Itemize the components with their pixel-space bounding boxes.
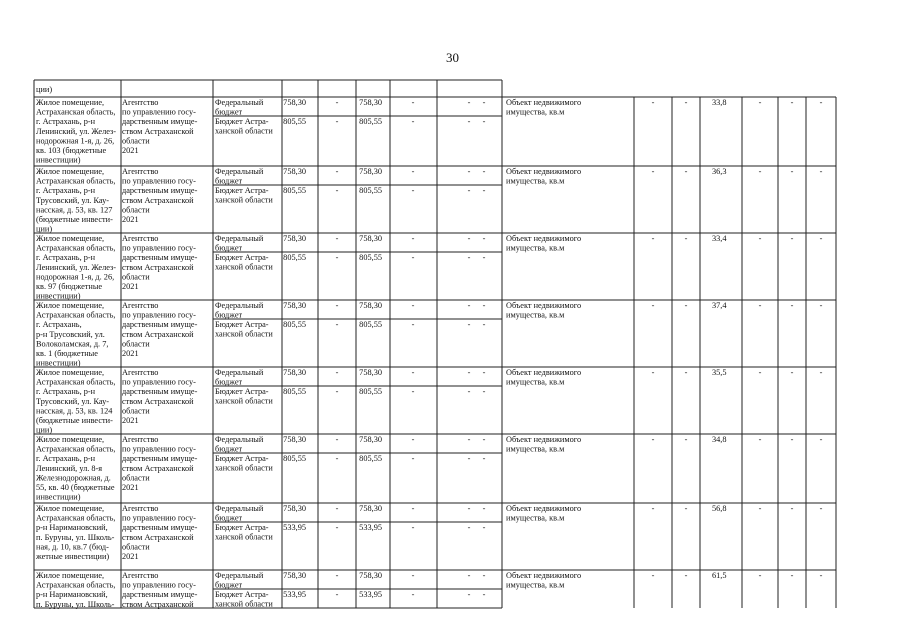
cell-object-name: Жилое помещение, [36,301,105,310]
cell-funding-source: бюджет [215,107,243,117]
cell-object-name: Трусовский, ул. Кау- [36,396,110,406]
cell-object-name: насская, д. 53, кв. 127 [36,205,113,215]
cell-funding-source: бюджет [215,377,243,387]
cell-object-name: инвестиции) [36,291,81,301]
cell-agency: дарственным имуще- [122,523,198,533]
cell-agency: ством Астраханской [122,195,194,205]
cell-object-name: 55, кв. 40 (бюджетные [36,483,115,492]
cell-dash: - [467,523,471,532]
cell-funding-source: Бюджет Астра- [215,387,269,396]
cell-amount-repeat: 805,55 [359,454,382,463]
cell-agency: ством Астраханской [122,126,194,136]
cell-area-value: 37,4 [712,301,727,310]
cell-agency: ством Астраханской [122,463,194,473]
cell-result-indicator: имущества, кв.м [506,310,565,320]
cell-agency: Агентство [122,435,159,444]
cell-agency: по управлению госу- [122,243,196,253]
cell-dash: - [335,454,339,463]
cell-dash: - [482,435,486,444]
cell-funding-source: бюджет [215,243,243,253]
cell-dash: - [335,320,339,329]
cell-agency: Агентство [122,98,159,107]
cell-amount-repeat: 758,30 [359,368,382,377]
cell-dash: - [467,435,471,444]
cell-agency: дарственным имуще- [122,590,198,600]
cell-funding-source: бюджет [215,580,243,590]
cell-object-name: г. Астрахань, р-н [36,117,96,127]
cell-dash: - [684,167,688,176]
cell-dash: - [411,368,415,377]
cell-result-indicator: Объект недвижимого [506,301,582,310]
cell-dash: - [758,571,762,580]
cell-dash: - [482,368,486,377]
cell-agency: области [122,542,150,552]
cell-amount-repeat: 758,30 [359,571,382,580]
cell-object-name: г. Астрахань, р-н [36,454,96,464]
cell-dash: - [482,571,486,580]
cell-result-indicator: Объект недвижимого [506,368,582,377]
cell-object-name: инвестиции) [36,492,81,502]
cell-area-value: 56,8 [712,504,727,513]
cell-agency: Агентство [122,234,159,243]
cell-area-value: 33,4 [712,234,727,243]
cell-dash: - [790,167,794,176]
cell-agency: по управлению госу- [122,377,196,387]
cell-dash: - [482,167,486,176]
cell-dash: - [482,454,486,463]
cell-dash: - [651,504,655,513]
cell-amount: 805,55 [283,387,306,396]
cell-funding-source: ханской области [215,532,273,542]
cell-dash: - [335,234,339,243]
cell-object-name: п. Буруны, ул. Школь- [36,599,115,609]
cell-object-name: Жилое помещение, [36,504,105,513]
cell-dash: - [790,368,794,377]
cell-dash: - [758,234,762,243]
cell-object-name: Трусовский, ул. Кау- [36,195,110,205]
cell-dash: - [411,571,415,580]
cell-dash: - [335,117,339,126]
cell-amount-repeat: 533,95 [359,523,382,532]
cell-dash: - [335,571,339,580]
cell-funding-source: Бюджет Астра- [215,523,269,532]
cell-funding-source: Бюджет Астра- [215,454,269,463]
cell-agency: 2021 [122,282,139,291]
cell-dash: - [335,504,339,513]
cell-agency: дарственным имуще- [122,387,198,397]
cell-area-value: 35,5 [712,368,727,377]
cell-object-name: Астраханская область, [36,444,116,454]
cell-amount-repeat: 805,55 [359,186,382,195]
cell-object-name: Жилое помещение, [36,368,105,377]
cell-dash: - [651,167,655,176]
cell-object-name: нодорожная 1-я, д. 26, [36,272,115,282]
cell-dash: - [411,301,415,310]
cell-result-indicator: имущества, кв.м [506,580,565,590]
cell-dash: - [790,504,794,513]
cell-funding-source: Федеральный [215,571,264,580]
page-number: 30 [446,50,459,65]
cell-funding-source: Федеральный [215,504,264,513]
cell-dash: - [758,504,762,513]
cell-dash: - [335,186,339,195]
cell-amount: 805,55 [283,454,306,463]
cell-agency: Агентство [122,167,159,176]
cell-amount: 805,55 [283,186,306,195]
cell-funding-source: бюджет [215,444,243,454]
cell-amount: 805,55 [283,320,306,329]
cell-object-name: Астраханская область, [36,107,116,117]
cell-amount-repeat: 805,55 [359,320,382,329]
cell-funding-source: ханской области [215,463,273,473]
cell-agency: Агентство [122,368,159,377]
cell-agency: дарственным имуще- [122,117,198,127]
cell-object-name: Ленинский, ул. Желез- [36,126,117,136]
cell-funding-source: Федеральный [215,301,264,310]
cell-dash: - [467,320,471,329]
cell-result-indicator: имущества, кв.м [506,377,565,387]
cell-dash: - [790,301,794,310]
cell-amount: 805,55 [283,117,306,126]
cell-object-name: жетные инвестиции) [36,552,110,561]
cell-result-indicator: имущества, кв.м [506,107,565,117]
cell-object-name: инвестиции) [36,155,81,165]
cell-agency: по управлению госу- [122,176,196,186]
cell-dash: - [411,98,415,107]
cell-dash: - [482,234,486,243]
cell-agency: ством Астраханской [122,396,194,406]
cell-dash: - [819,167,823,176]
cell-object-name: Волоколамская, д. 7, [36,339,109,349]
cell-dash: - [411,454,415,463]
cell-dash: - [819,571,823,580]
cell-dash: - [335,435,339,444]
cell-dash: - [684,98,688,107]
cell-agency: ством Астраханской [122,532,194,542]
cell-funding-source: ханской области [215,329,273,339]
cell-dash: - [819,98,823,107]
cell-result-indicator: Объект недвижимого [506,234,582,243]
cell-object-name: п. Буруны, ул. Школь- [36,532,115,542]
cell-dash: - [411,504,415,513]
cell-result-indicator: Объект недвижимого [506,167,582,176]
cell-object-name: насская, д. 53, кв. 124 [36,406,113,416]
cell-object-name: (бюджетные инвести- [36,215,113,224]
cell-agency: 2021 [122,483,139,492]
cell-funding-source: Бюджет Астра- [215,186,269,195]
cell-object-name: Жилое помещение, [36,234,105,243]
cell-dash: - [684,504,688,513]
cell-result-indicator: имущества, кв.м [506,243,565,253]
cell-agency: по управлению госу- [122,580,196,590]
cell-dash: - [684,234,688,243]
cell-dash: - [482,523,486,532]
cell-agency: области [122,339,150,349]
cell-dash: - [467,117,471,126]
cell-amount: 533,95 [283,590,306,599]
cell-agency: области [122,205,150,215]
cell-amount-repeat: 758,30 [359,301,382,310]
cell-dash: - [467,186,471,195]
cell-dash: - [684,301,688,310]
cell-funding-source: Федеральный [215,167,264,176]
cell-funding-source: Федеральный [215,368,264,377]
cell-dash: - [819,301,823,310]
cell-object-name: г. Астрахань, р-н [36,186,96,196]
cell-dash: - [482,186,486,195]
cell-dash: - [335,368,339,377]
cell-funding-source: ханской области [215,262,273,272]
cell-dash: - [651,435,655,444]
cell-dash: - [819,435,823,444]
cell-object-name: кв. 103 (бюджетные [36,146,107,155]
cell-dash: - [651,98,655,107]
cell-dash: - [335,167,339,176]
cell-dash: - [467,571,471,580]
cell-object-name: Астраханская область, [36,513,116,523]
cell-object-name: ная, д. 10, кв.7 (бюд- [36,542,109,552]
cell-dash: - [467,234,471,243]
cell-agency: 2021 [122,349,139,358]
cell-dash: - [758,301,762,310]
cell-dash: - [467,368,471,377]
cell-funding-source: ханской области [215,396,273,406]
cell-dash: - [684,435,688,444]
cell-dash: - [482,98,486,107]
cell-dash: - [482,117,486,126]
cell-amount: 805,55 [283,253,306,262]
cell-dash: - [335,301,339,310]
cell-object-name: нодорожная 1-я, д. 26, [36,136,115,146]
cell-amount-repeat: 758,30 [359,435,382,444]
cell-dash: - [790,98,794,107]
cell-dash: - [651,301,655,310]
cell-result-indicator: имущества, кв.м [506,444,565,454]
cell-dash: - [411,186,415,195]
cell-object-name: ции) [36,425,53,435]
cell-object-name: р-н Наримановский, [36,590,108,600]
cell-amount: 758,30 [283,504,306,513]
cell-object-name: Жилое помещение, [36,571,105,580]
cell-dash: - [684,368,688,377]
cell-dash: - [335,523,339,532]
cell-dash: - [411,167,415,176]
cell-dash: - [651,571,655,580]
cell-amount-repeat: 758,30 [359,234,382,243]
cell-dash: - [411,117,415,126]
cell-object-name: Ленинский, ул. 8-я [36,463,103,473]
cell-dash: - [467,454,471,463]
cell-result-indicator: Объект недвижимого [506,571,582,580]
cell-dash: - [651,368,655,377]
cell-dash: - [335,253,339,262]
cell-object-name: Жилое помещение, [36,435,105,444]
cell-agency: дарственным имуще- [122,253,198,263]
cell-dash: - [467,167,471,176]
cell-dash: - [335,387,339,396]
header-fragment-text: ции) [36,85,53,94]
cell-dash: - [467,301,471,310]
cell-result-indicator: Объект недвижимого [506,504,582,513]
cell-dash: - [758,167,762,176]
cell-amount-repeat: 805,55 [359,117,382,126]
cell-dash: - [467,504,471,513]
cell-amount: 533,95 [283,523,306,532]
cell-amount: 758,30 [283,167,306,176]
cell-dash: - [482,590,486,599]
cell-result-indicator: имущества, кв.м [506,513,565,523]
cell-agency: по управлению госу- [122,444,196,454]
cell-dash: - [467,98,471,107]
cell-dash: - [411,523,415,532]
cell-agency: области [122,406,150,416]
cell-object-name: Ленинский, ул. Желез- [36,262,117,272]
cell-dash: - [482,387,486,396]
cell-dash: - [790,571,794,580]
cell-agency: дарственным имуще- [122,186,198,196]
cell-object-name: Астраханская область, [36,580,116,590]
cell-dash: - [467,590,471,599]
cell-dash: - [758,368,762,377]
cell-funding-source: Федеральный [215,234,264,243]
cell-amount-repeat: 533,95 [359,590,382,599]
cell-result-indicator: Объект недвижимого [506,98,582,107]
cell-amount: 758,30 [283,435,306,444]
cell-dash: - [819,368,823,377]
cell-area-value: 33,8 [712,98,727,107]
cell-funding-source: Федеральный [215,435,264,444]
cell-agency: дарственным имуще- [122,454,198,464]
cell-funding-source: ханской области [215,126,273,136]
cell-agency: 2021 [122,215,139,224]
cell-agency: по управлению госу- [122,513,196,523]
cell-funding-source: бюджет [215,513,243,523]
cell-agency: ством Астраханской [122,262,194,272]
cell-dash: - [482,504,486,513]
cell-agency: по управлению госу- [122,107,196,117]
cell-object-name: (бюджетные инвести- [36,416,113,425]
cell-amount-repeat: 805,55 [359,253,382,262]
cell-funding-source: бюджет [215,176,243,186]
cell-area-value: 34,8 [712,435,727,444]
cell-funding-source: бюджет [215,310,243,320]
cell-object-name: Астраханская область, [36,310,116,320]
cell-amount: 758,30 [283,98,306,107]
cell-object-name: Жилое помещение, [36,98,105,107]
cell-object-name: р-н Трусовский, ул. [36,329,105,339]
cell-dash: - [467,253,471,262]
cell-area-value: 61,5 [712,571,727,580]
cell-dash: - [411,387,415,396]
cell-agency: Агентство [122,571,159,580]
cell-amount: 758,30 [283,234,306,243]
cell-funding-source: Бюджет Астра- [215,590,269,599]
cell-dash: - [482,320,486,329]
cell-object-name: Астраханская область, [36,377,116,387]
cell-result-indicator: Объект недвижимого [506,435,582,444]
cell-agency: области [122,136,150,146]
cell-area-value: 36,3 [712,167,727,176]
cell-object-name: инвестиции) [36,358,81,368]
cell-funding-source: Федеральный [215,98,264,107]
cell-dash: - [819,504,823,513]
cell-dash: - [411,253,415,262]
cell-amount-repeat: 758,30 [359,504,382,513]
cell-amount: 758,30 [283,368,306,377]
cell-funding-source: Бюджет Астра- [215,253,269,262]
cell-object-name: г. Астрахань, р-н [36,253,96,263]
cell-dash: - [411,234,415,243]
cell-object-name: кв. 97 (бюджетные [36,282,103,291]
cell-dash: - [758,98,762,107]
cell-funding-source: Бюджет Астра- [215,320,269,329]
cell-dash: - [482,301,486,310]
cell-amount: 758,30 [283,301,306,310]
cell-object-name: Астраханская область, [36,243,116,253]
cell-agency: 2021 [122,416,139,425]
cell-agency: дарственным имуще- [122,320,198,330]
cell-agency: Агентство [122,301,159,310]
cell-funding-source: ханской области [215,195,273,205]
cell-dash: - [411,590,415,599]
cell-dash: - [819,234,823,243]
cell-amount-repeat: 758,30 [359,98,382,107]
cell-object-name: Железнодорожная, д. [36,473,111,483]
cell-object-name: г. Астрахань, [36,320,82,330]
cell-funding-source: ханской области [215,599,273,609]
cell-dash: - [758,435,762,444]
cell-agency: 2021 [122,146,139,155]
cell-dash: - [411,320,415,329]
cell-object-name: р-н Наримановский, [36,523,108,533]
cell-amount-repeat: 758,30 [359,167,382,176]
cell-dash: - [684,571,688,580]
cell-amount: 758,30 [283,571,306,580]
cell-agency: по управлению госу- [122,310,196,320]
cell-object-name: Жилое помещение, [36,167,105,176]
cell-dash: - [411,435,415,444]
cell-dash: - [482,253,486,262]
cell-dash: - [790,234,794,243]
cell-agency: 2021 [122,552,139,561]
cell-dash: - [790,435,794,444]
cell-amount-repeat: 805,55 [359,387,382,396]
cell-object-name: г. Астрахань, р-н [36,387,96,397]
cell-dash: - [467,387,471,396]
cell-dash: - [651,234,655,243]
cell-dash: - [335,98,339,107]
cell-agency: Агентство [122,504,159,513]
cell-result-indicator: имущества, кв.м [506,176,565,186]
cell-object-name: кв. 1 (бюджетные [36,349,98,358]
cell-object-name: ции) [36,224,53,234]
cell-dash: - [335,590,339,599]
cell-agency: ством Астраханской [122,329,194,339]
cell-funding-source: Бюджет Астра- [215,117,269,126]
cell-agency: области [122,473,150,483]
cell-agency: области [122,272,150,282]
cell-object-name: Астраханская область, [36,176,116,186]
cell-agency: ством Астраханской [122,599,194,609]
